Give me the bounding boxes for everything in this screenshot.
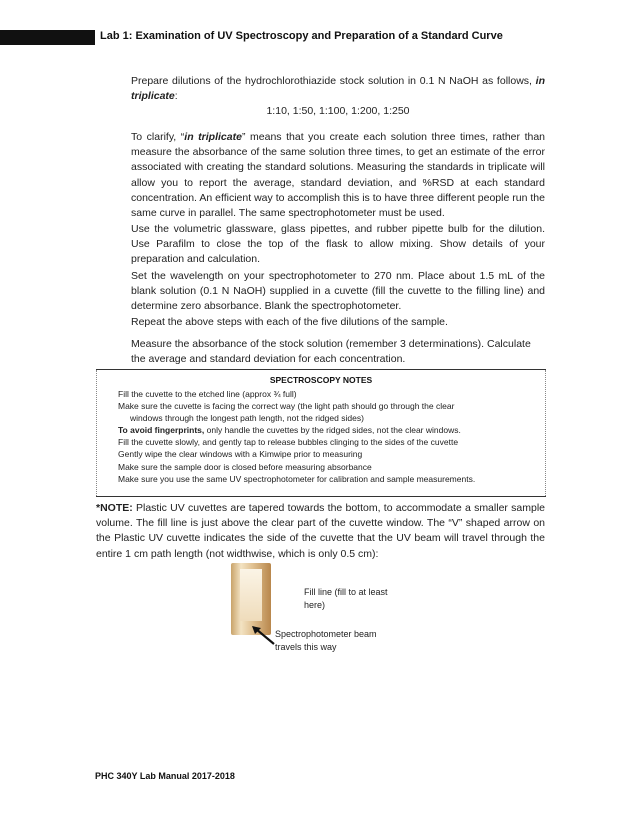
note-item: Fill the cuvette to the etched line (approx ¾ full)	[118, 389, 297, 399]
note-item	[118, 400, 538, 424]
page-header-title: Lab 1: Examination of UV Spectroscopy and Preparation of a Standard Curve	[100, 30, 503, 42]
beam-direction-label: Spectrophotometer beam travels this way	[275, 629, 377, 652]
paragraph-repeat: Repeat the above steps with each of the five dilutions of the sample.	[131, 316, 448, 328]
header-bar	[0, 30, 95, 45]
cuvette-note-paragraph	[96, 501, 545, 562]
paragraph-measure-stock: Measure the absorbance of the stock solution (remember 3 determinations). Calculate the average and standard deviation for each concentration.	[131, 338, 531, 366]
paragraph-wavelength: Set the wavelength on your spectrophotometer to 270 nm. Place about 1.5 mL of the blank solution (0.1 N NaOH) supplied in a cuvette (fill the cuvette to the filling line) and determine zero absorbance. Blank the spectrophotometer.	[131, 270, 545, 313]
note-item-bold: To avoid fingerprints,	[118, 425, 205, 436]
note-text: Plastic UV cuvettes are tapered towards the bottom, to accommodate a smaller sample volume. The fill line is just above the clear part of the cuvette window. The “V” shaped arrow on the Plastic UV cuvette indicates the side of the cuvette that the UV beam will travel through the entire 1 cm path length (not widthwise, which is only 0.5 cm):	[96, 502, 545, 560]
paragraph-clarify-prefix: To clarify, “	[131, 131, 185, 143]
note-item: Gently wipe the clear windows with a Kimwipe prior to measuring	[118, 449, 363, 460]
note-item-text: only handle the cuvettes by the ridged sides, not the clear windows.	[204, 425, 461, 436]
paragraph-dilutions-text: Prepare dilutions of the hydrochlorothiazide stock solution in 0.1 N NaOH as follows,	[131, 75, 536, 87]
dilution-ratios: 1:10, 1:50, 1:100, 1:200, 1:250	[266, 105, 410, 117]
beam-arrow-icon	[250, 624, 278, 648]
paragraph-dilutions-colon: :	[174, 90, 178, 103]
note-label: *NOTE:	[96, 502, 133, 514]
notes-title: SPECTROSCOPY NOTES	[269, 375, 373, 385]
note-item-continuation: windows through the longest path length, not the ridged sides)	[130, 413, 364, 424]
paragraph-clarify-text: ” means that you create each solution three times, rather than measure the absorbance of the same solution three times, to get an estimate of the error associated with creating the standard solutions. Measuring the standards in triplicate will allow you to report the average, standard deviation, and %RSD at each standard concentration. An efficient way to accomplish this is to have three different people run the same curve in parallel. The same spectrophotometer must be used.	[131, 131, 546, 220]
cuvette-window	[240, 569, 262, 621]
emphasis-triplicate: in triplicate	[131, 75, 545, 103]
notes-list	[118, 388, 538, 485]
note-item: Make sure you use the same UV spectrophotometer for calibration and sample measurements.	[118, 473, 476, 484]
note-item-line: Make sure the cuvette is facing the correct way (the light path should go through the clear	[118, 401, 455, 412]
emphasis-triplicate-2: in triplicate	[184, 131, 242, 143]
note-item: Fill the cuvette slowly, and gently tap to release bubbles clinging to the sides of the cuvette	[118, 437, 459, 448]
note-item	[118, 424, 538, 436]
paragraph-clarify	[131, 130, 545, 221]
page-footer: PHC 340Y Lab Manual 2017-2018	[95, 771, 235, 781]
paragraph-dilutions	[131, 74, 545, 104]
fill-line-label: Fill line (fill to at least here)	[304, 587, 388, 610]
spectroscopy-notes-box	[96, 369, 546, 497]
paragraph-glassware: Use the volumetric glassware, glass pipettes, and rubber pipette bulb for the dilution. Use Parafilm to close the top of the flask to allow mixing. Show details of your preparation and calculation.	[131, 223, 545, 266]
note-item: Make sure the sample door is closed before measuring absorbance	[118, 461, 372, 472]
